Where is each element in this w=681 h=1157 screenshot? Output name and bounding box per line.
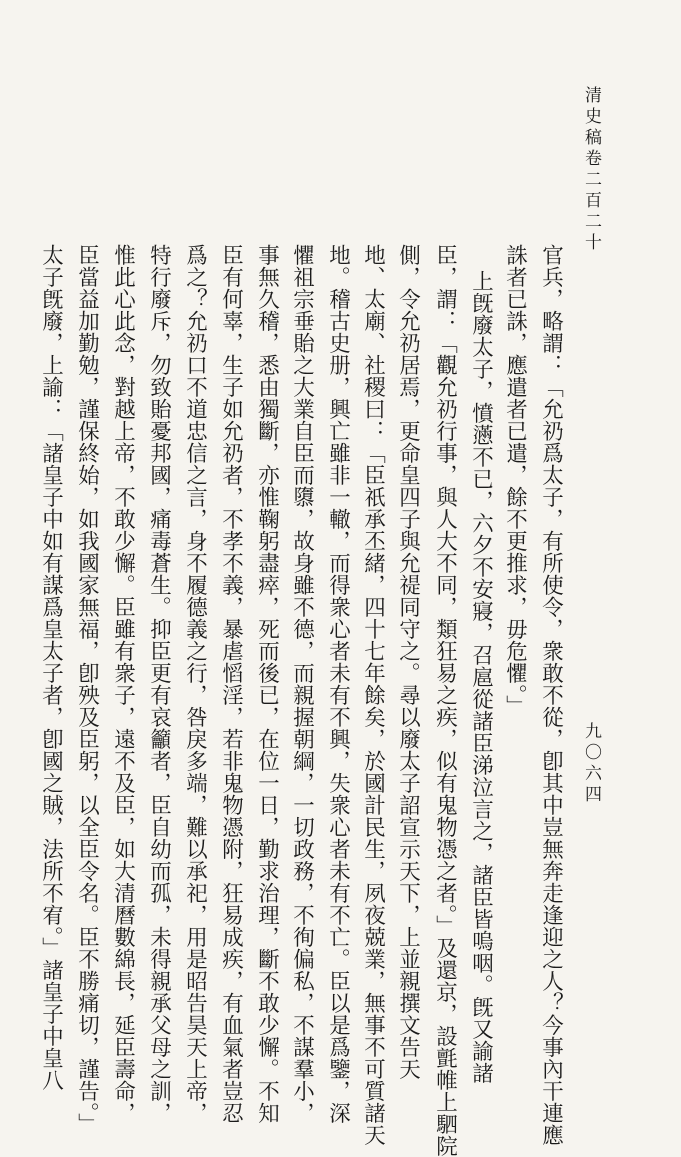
text-column: 誅者已誅，應遣者已遣，餘不更推求，毋危懼。」 [502,244,528,718]
text-column: 地、太廟、社稷曰：「臣祇承丕緒，四十七年餘矣，於國計民生，夙夜兢業，無事不可質諸天 [360,244,386,1146]
text-column: 惟此心此念，對越上帝，不敢少懈。臣雖有衆子，遠不及臣，如大清曆數綿長，延臣壽命， [110,244,136,1124]
text-column: 地。稽古史册，興亡雖非一轍，而得衆心者未有不興，失衆心者未有不亡。臣以是爲鑒，深 [325,244,351,1124]
page-number: 九〇六四 [581,722,601,806]
text-column: 爲之？允礽口不道忠信之言，身不履德義之行，咎戾多端，難以承祀，用是昭告昊天上帝， [182,244,208,1124]
text-column: 太子旣廢，上諭：「諸皇子中如有謀爲皇太子者，卽國之賊，法所不宥。」諸皇子中皇八 [38,244,64,1092]
text-column: 側，令允礽居焉，更命皇四子與允禔同守之。尋以廢太子詔宣示天下，上並親撰文告天 [395,244,421,1080]
text-column: 臣當益加勤勉，謹保終始，如我國家無福，卽殃及臣躬，以全臣令名。臣不勝痛切，謹告。」 [74,244,100,1136]
text-column: 特行廢斥，勿致貽憂邦國，痛毒蒼生。抑臣更有哀籲者，臣自幼而孤，未得親承父母之訓， [146,244,172,1124]
text-column: 上旣廢太子，憤懣不已，六夕不安寢，召扈從諸臣涕泣言之，諸臣皆嗚咽。旣又諭諸 [468,270,494,1084]
text-column: 臣，謂：「觀允礽行事，與人大不同，類狂易之疾，似有鬼物憑之者。」及還京，設氈帷上駟院 [432,244,458,1157]
text-column: 懼祖宗垂貽之大業自臣而隳，故身雖不德，而親握朝綱，一切政務，不徇偏私，不謀羣小， [289,244,315,1124]
text-column: 事無久稽，悉由獨斷，亦惟鞠躬盡瘁，死而後已，在位一日，勤求治理，斷不敢少懈。不知 [254,244,280,1124]
text-column: 臣有何辜，生子如允礽者，不孝不義，暴虐慆淫，若非鬼物憑附，狂易成疾，有血氣者豈忍 [218,244,244,1124]
text-column: 官兵，略謂：「允礽爲太子，有所使令，衆敢不從，卽其中豈無奔走逢迎之人？今事內干連應 [538,244,564,1146]
book-title: 清史稿卷二百二十 [581,86,601,254]
